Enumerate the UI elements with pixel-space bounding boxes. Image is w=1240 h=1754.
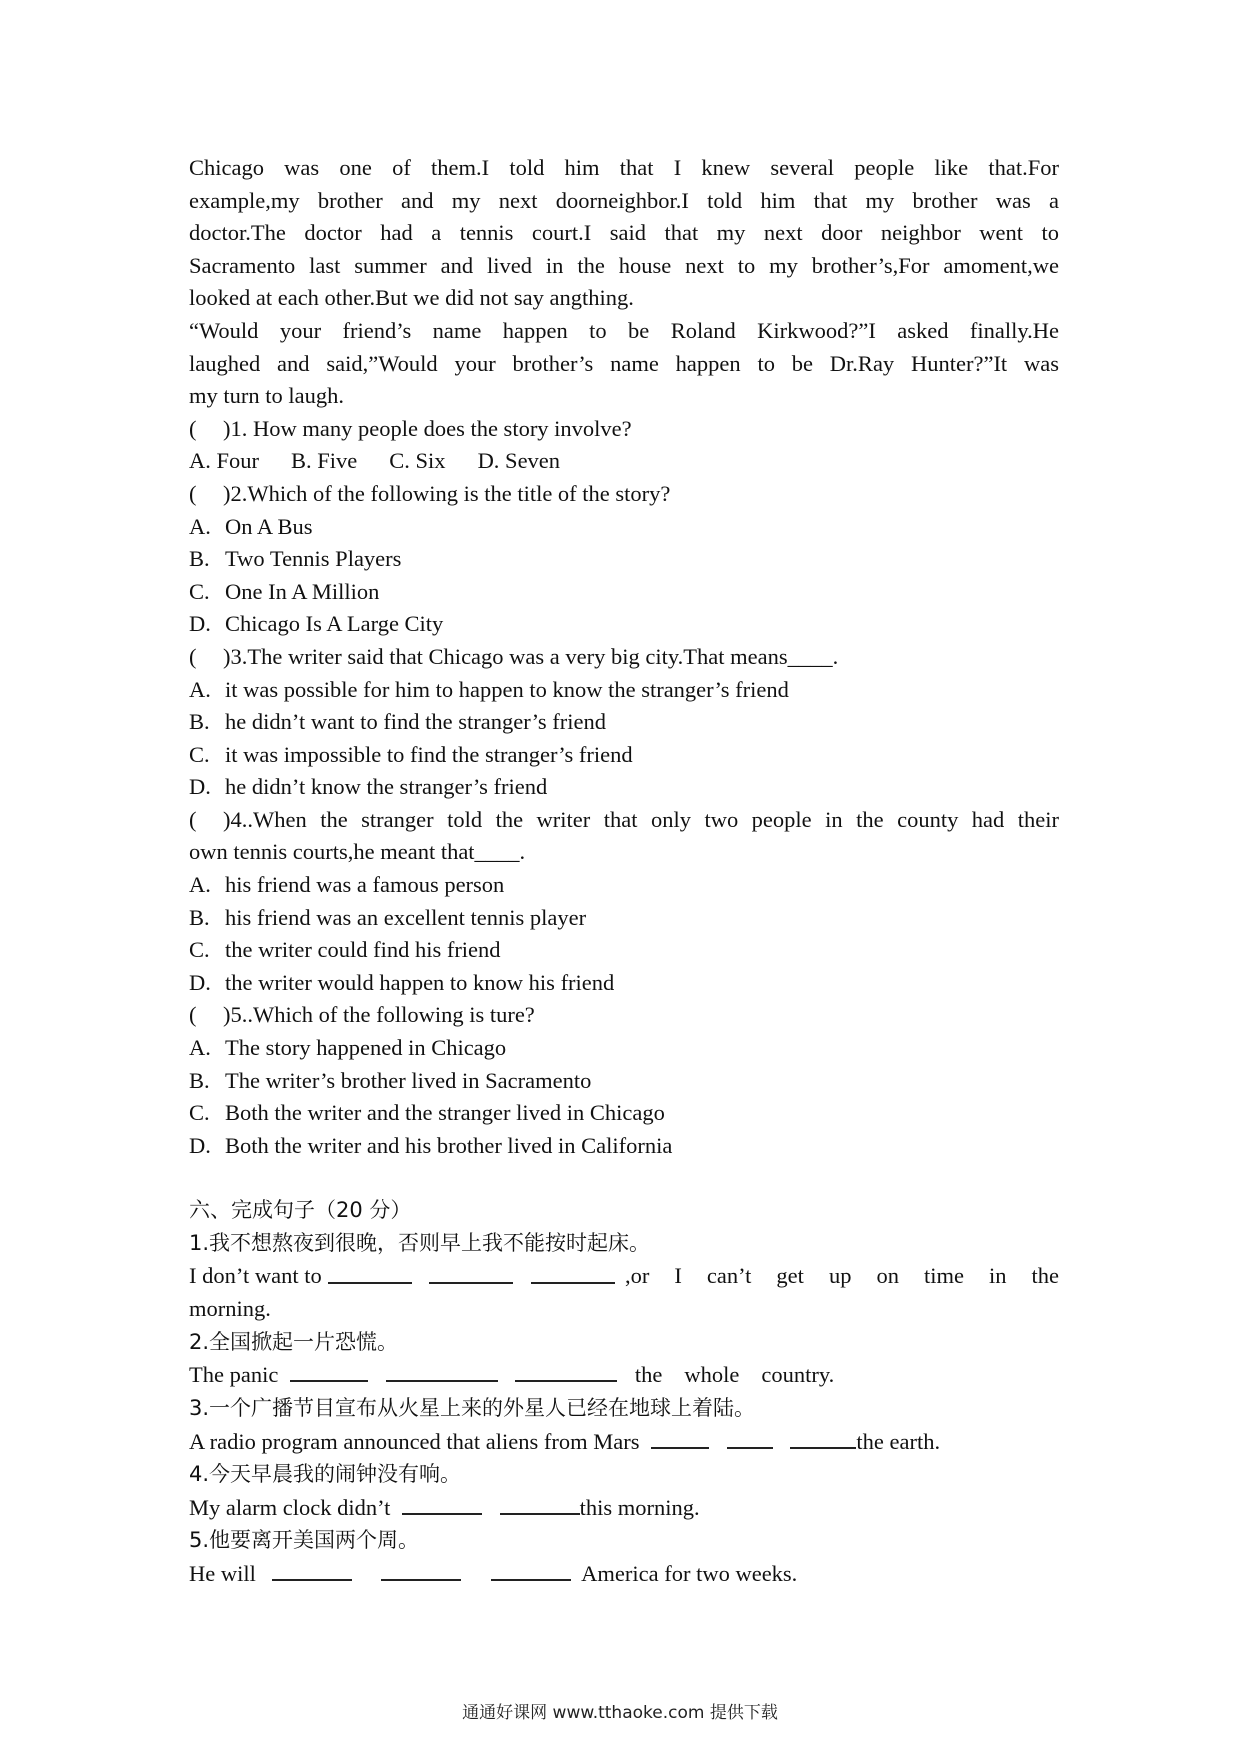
question-text: )3.The writer said that Chicago was a very big city.That means____. bbox=[223, 643, 839, 669]
answer-blank[interactable] bbox=[272, 1557, 352, 1581]
english-sentence: The panic the whole country. bbox=[189, 1358, 1059, 1392]
option-c: C. the writer could find his friend bbox=[189, 937, 501, 963]
answer-paren[interactable]: ( bbox=[189, 415, 197, 441]
answer-blank[interactable] bbox=[515, 1358, 617, 1382]
passage-line: my turn to laugh. bbox=[189, 383, 344, 409]
question-text: )1. How many people does the story involve? bbox=[223, 415, 632, 441]
english-sentence-continued: morning. bbox=[189, 1296, 271, 1322]
question-stem bbox=[189, 478, 1059, 511]
option-b: B. Five bbox=[291, 448, 358, 474]
answer-blank[interactable] bbox=[386, 1358, 498, 1382]
answer-blank[interactable] bbox=[727, 1425, 773, 1449]
answer-blank[interactable] bbox=[790, 1425, 856, 1449]
passage-line: Chicago was one of them.I told him that I knew several people like that.For bbox=[189, 155, 1059, 180]
question-stem bbox=[189, 999, 1059, 1032]
sentence-item-4 bbox=[189, 1458, 1059, 1524]
option-b: B. The writer’s brother lived in Sacramento bbox=[189, 1067, 592, 1093]
chinese-prompt: 3.一个广播节目宣布从火星上来的外星人已经在地球上着陆。 bbox=[189, 1395, 756, 1420]
english-sentence: A radio program announced that aliens from Mars the earth. bbox=[189, 1425, 1059, 1459]
option-c: C. it was impossible to find the stranger’s friend bbox=[189, 741, 633, 767]
answer-paren[interactable]: ( bbox=[189, 1002, 197, 1028]
passage-line: example,my brother and my next doorneighbor.I told him that my brother was a bbox=[189, 187, 1059, 213]
question-stem bbox=[189, 804, 1059, 837]
answer-blank[interactable] bbox=[500, 1491, 580, 1515]
option-d: D. Chicago Is A Large City bbox=[189, 611, 444, 637]
option-d: D. Both the writer and his brother lived in California bbox=[189, 1132, 673, 1158]
page-footer: 通通好课网 www.tthaoke.com 提供下载 bbox=[462, 1703, 778, 1723]
option-a: A. Four bbox=[189, 448, 260, 474]
option-a: A. On A Bus bbox=[189, 513, 313, 539]
option-b: B. his friend was an excellent tennis player bbox=[189, 904, 587, 930]
chinese-prompt: 5.他要离开美国两个周。 bbox=[189, 1528, 420, 1553]
question-3 bbox=[189, 641, 1059, 804]
section-title: 六、完成句子（20 分） bbox=[189, 1198, 412, 1223]
question-5 bbox=[189, 999, 1059, 1162]
sentence-item-1 bbox=[189, 1227, 1059, 1326]
passage-line: laughed and said,”Would your brother’s name happen to be Dr.Ray Hunter?”It was bbox=[189, 350, 1059, 376]
question-4 bbox=[189, 804, 1059, 1000]
answer-blank[interactable] bbox=[531, 1260, 615, 1284]
answer-paren[interactable]: ( bbox=[189, 643, 197, 669]
sentence-item-2 bbox=[189, 1326, 1059, 1392]
option-a: A. his friend was a famous person bbox=[189, 872, 505, 898]
english-sentence: I don’t want to ,or I can’t get up on time in the bbox=[189, 1260, 1059, 1294]
chinese-prompt: 1.我不想熬夜到很晚，否则早上我不能按时起床。 bbox=[189, 1231, 651, 1255]
option-c: C. Six bbox=[389, 448, 446, 474]
option-a: A. The story happened in Chicago bbox=[189, 1035, 507, 1061]
chinese-prompt: 4.今天早晨我的闹钟没有响。 bbox=[189, 1462, 462, 1487]
answer-blank[interactable] bbox=[290, 1358, 368, 1382]
option-b: B. he didn’t want to find the stranger’s friend bbox=[189, 709, 606, 735]
sentence-item-5 bbox=[189, 1524, 1059, 1590]
passage-line: “Would your friend’s name happen to be Roland Kirkwood?”I asked finally.He bbox=[189, 317, 1059, 343]
inline-options bbox=[189, 445, 1059, 478]
option-c: C. Both the writer and the stranger lived in Chicago bbox=[189, 1100, 665, 1126]
question-2 bbox=[189, 478, 1059, 641]
question-stem bbox=[189, 641, 1059, 674]
option-d: D. Seven bbox=[477, 448, 561, 474]
option-c: C. One In A Million bbox=[189, 578, 380, 604]
answer-blank[interactable] bbox=[651, 1425, 709, 1449]
question-1 bbox=[189, 413, 1059, 478]
answer-blank[interactable] bbox=[429, 1260, 513, 1284]
option-a: A. it was possible for him to happen to know the stranger’s friend bbox=[189, 676, 789, 702]
question-text: )4..When the stranger told the writer that only two people in the county had their bbox=[223, 806, 1059, 832]
question-text: )2.Which of the following is the title of the story? bbox=[223, 480, 671, 506]
english-sentence: My alarm clock didn’t this morning. bbox=[189, 1491, 1059, 1525]
answer-paren[interactable]: ( bbox=[189, 480, 197, 506]
passage-line: looked at each other.But we did not say angthing. bbox=[189, 285, 634, 311]
option-b: B. Two Tennis Players bbox=[189, 546, 402, 572]
answer-blank[interactable] bbox=[402, 1491, 482, 1515]
exam-page bbox=[189, 152, 1059, 1591]
english-sentence: He will America for two weeks. bbox=[189, 1557, 1059, 1591]
question-text: )5..Which of the following is ture? bbox=[223, 1002, 535, 1028]
option-d: D. the writer would happen to know his friend bbox=[189, 969, 615, 995]
answer-blank[interactable] bbox=[381, 1557, 461, 1581]
passage-paragraph-1 bbox=[189, 152, 1059, 315]
option-d: D. he didn’t know the stranger’s friend bbox=[189, 774, 548, 800]
answer-blank[interactable] bbox=[328, 1260, 412, 1284]
passage-line: doctor.The doctor had a tennis court.I said that my next door neighbor went to bbox=[189, 220, 1059, 246]
answer-paren[interactable]: ( bbox=[189, 806, 197, 832]
passage-paragraph-2 bbox=[189, 315, 1059, 413]
chinese-prompt: 2.全国掀起一片恐慌。 bbox=[189, 1329, 399, 1354]
answer-blank[interactable] bbox=[491, 1557, 571, 1581]
sentence-item-3 bbox=[189, 1392, 1059, 1458]
passage-line: Sacramento last summer and lived in the house next to my brother’s,For amoment,we bbox=[189, 252, 1059, 278]
question-stem bbox=[189, 413, 1059, 446]
question-stem-continued: own tennis courts,he meant that____. bbox=[189, 839, 526, 865]
